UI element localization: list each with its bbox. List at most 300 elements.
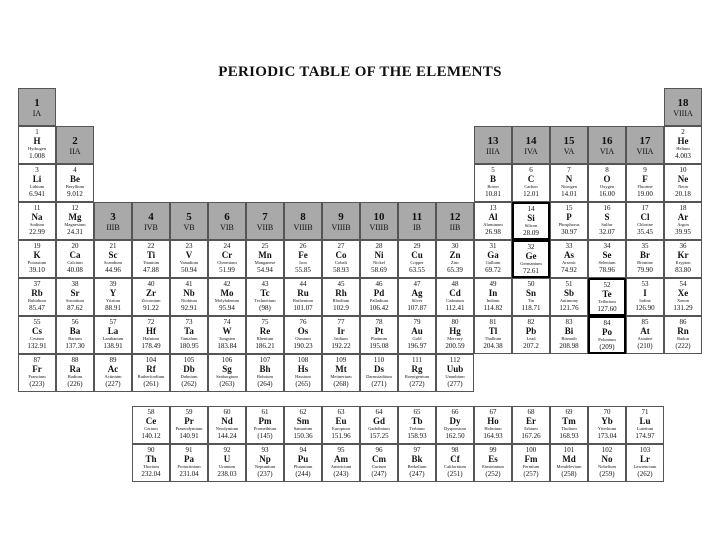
atomic-number: 43 <box>261 280 269 288</box>
element-cell-al <box>474 202 512 240</box>
atomic-mass: (265) <box>295 379 311 388</box>
element-name: Neon <box>678 184 688 189</box>
atomic-number: 112 <box>449 356 461 364</box>
element-cell-sn <box>512 278 550 316</box>
element-symbol: Tl <box>488 326 498 336</box>
element-name: Xenon <box>677 298 689 303</box>
atomic-mass: (271) <box>371 379 387 388</box>
element-name: Bromine <box>637 260 653 265</box>
element-symbol: Ir <box>337 326 345 336</box>
element-name: Europium <box>332 426 350 431</box>
element-cell-sm <box>284 406 322 444</box>
element-symbol: La <box>107 326 119 336</box>
element-symbol: Zn <box>449 250 461 260</box>
atomic-number: 52 <box>603 281 611 289</box>
element-name: Zirconium <box>141 298 161 303</box>
element-symbol: F <box>642 174 648 184</box>
atomic-mass: 50.94 <box>181 265 197 274</box>
element-cell-am <box>322 444 360 482</box>
element-cell-ac <box>94 354 132 392</box>
atomic-mass: (251) <box>447 469 463 478</box>
atomic-mass: 150.36 <box>293 431 313 440</box>
element-name: Neodymium <box>215 426 239 431</box>
element-cell-in <box>474 278 512 316</box>
group-header-2 <box>56 126 94 164</box>
element-name: Gallium <box>485 260 501 265</box>
atomic-mass: (222) <box>675 341 691 350</box>
element-cell-i <box>626 278 664 316</box>
element-name: Bismuth <box>561 336 577 341</box>
element-symbol: Mg <box>68 212 82 222</box>
element-cell-ce <box>132 406 170 444</box>
atomic-number: 80 <box>451 318 459 326</box>
atomic-mass: (263) <box>219 379 235 388</box>
element-symbol: Hf <box>146 326 156 336</box>
atomic-number: 9 <box>643 166 647 174</box>
element-cell-rh <box>322 278 360 316</box>
element-symbol: Cd <box>449 288 461 298</box>
element-cell-cu <box>398 240 436 278</box>
group-header-3 <box>94 202 132 240</box>
element-name: Beryllium <box>65 184 85 189</box>
atomic-mass: (261) <box>143 379 159 388</box>
element-name: Aluminum <box>483 222 503 227</box>
atomic-mass: 232.04 <box>141 469 161 478</box>
element-symbol: Db <box>183 364 195 374</box>
element-symbol: Re <box>259 326 271 336</box>
element-symbol: Ds <box>373 364 384 374</box>
atomic-mass: 92.91 <box>181 303 197 312</box>
element-name: Fluorine <box>637 184 653 189</box>
group-number: 1 <box>34 97 40 109</box>
element-symbol: Nb <box>183 288 195 298</box>
atomic-mass: (223) <box>29 379 45 388</box>
atomic-mass: 162.50 <box>445 431 465 440</box>
element-cell-na <box>18 202 56 240</box>
element-name: Thulium <box>561 426 577 431</box>
element-symbol: Fe <box>298 250 308 260</box>
element-cell-tl <box>474 316 512 354</box>
element-name: Yttrium <box>105 298 121 303</box>
atomic-number: 88 <box>71 356 79 364</box>
atomic-mass: (98) <box>259 303 271 312</box>
atomic-mass: 183.84 <box>217 341 237 350</box>
element-symbol: Bh <box>259 364 271 374</box>
atomic-mass: 208.98 <box>559 341 579 350</box>
element-cell-la <box>94 316 132 354</box>
element-cell-cr <box>208 240 246 278</box>
element-cell-n <box>550 164 588 202</box>
group-roman: IA <box>32 108 42 118</box>
atomic-number: 20 <box>71 242 79 250</box>
group-roman: VIIIA <box>673 108 693 118</box>
element-cell-se <box>588 240 626 278</box>
element-cell-kr <box>664 240 702 278</box>
element-name: Plutonium <box>293 464 313 469</box>
atomic-mass: 26.98 <box>485 227 501 236</box>
element-cell-gd <box>360 406 398 444</box>
element-name: Tungsten <box>218 336 236 341</box>
element-symbol: Pa <box>184 454 194 464</box>
atomic-number: 83 <box>565 318 573 326</box>
element-symbol: Xe <box>677 288 689 298</box>
element-cell-v <box>170 240 208 278</box>
element-name: Lutetium <box>636 426 654 431</box>
element-cell-th <box>132 444 170 482</box>
element-symbol: Md <box>562 454 576 464</box>
group-header-7 <box>246 202 284 240</box>
element-symbol: Ba <box>69 326 81 336</box>
group-number: 3 <box>110 211 116 223</box>
atomic-number: 93 <box>261 446 269 454</box>
atomic-number: 50 <box>527 280 535 288</box>
group-number: 10 <box>373 211 385 223</box>
element-name: Nobelium <box>598 464 616 469</box>
element-symbol: Te <box>602 289 612 299</box>
element-symbol: Nd <box>221 416 233 426</box>
atomic-number: 36 <box>679 242 687 250</box>
atomic-mass: (244) <box>295 469 311 478</box>
atomic-number: 41 <box>185 280 193 288</box>
element-cell-pd <box>360 278 398 316</box>
element-symbol: Hg <box>449 326 461 336</box>
element-name: Thallium <box>484 336 502 341</box>
atomic-number: 3 <box>35 166 39 174</box>
group-number: 13 <box>487 135 499 147</box>
element-cell-at <box>626 316 664 354</box>
group-number: 17 <box>639 135 651 147</box>
element-symbol: Sg <box>222 364 232 374</box>
element-cell-cl <box>626 202 664 240</box>
element-name: Rutherfordium <box>137 374 165 379</box>
atomic-mass: 83.80 <box>675 265 691 274</box>
group-number: 11 <box>411 211 423 223</box>
element-symbol: P <box>566 212 572 222</box>
element-cell-s <box>588 202 626 240</box>
element-name: Rubidium <box>27 298 46 303</box>
element-cell-md <box>550 444 588 482</box>
group-roman: VIIIB <box>293 222 313 232</box>
element-symbol: Al <box>488 212 498 222</box>
element-cell-bh <box>246 354 284 392</box>
atomic-number: 74 <box>223 318 231 326</box>
group-number: 5 <box>186 211 192 223</box>
element-name: Iridium <box>334 336 348 341</box>
element-symbol: O <box>603 174 611 184</box>
atomic-number: 90 <box>147 446 155 454</box>
atomic-number: 35 <box>641 242 649 250</box>
element-cell-xe <box>664 278 702 316</box>
atomic-number: 89 <box>109 356 117 364</box>
element-name: Roentgenium <box>404 374 430 379</box>
element-name: Polonium <box>598 337 616 342</box>
atomic-number: 63 <box>337 408 345 416</box>
atomic-number: 18 <box>679 204 687 212</box>
element-cell-pr <box>170 406 208 444</box>
element-name: Bohrium <box>256 374 273 379</box>
element-symbol: Zr <box>146 288 156 298</box>
atomic-mass: 85.47 <box>29 303 45 312</box>
element-cell-yb <box>588 406 626 444</box>
element-cell-si <box>512 202 550 240</box>
group-header-11 <box>398 202 436 240</box>
element-symbol: W <box>222 326 232 336</box>
atomic-number: 62 <box>299 408 307 416</box>
atomic-mass: 72.61 <box>523 266 539 275</box>
atomic-mass: (227) <box>105 379 121 388</box>
atomic-number: 42 <box>223 280 231 288</box>
element-name: Gold <box>412 336 422 341</box>
atomic-mass: 58.69 <box>371 265 387 274</box>
atomic-number: 49 <box>489 280 497 288</box>
element-symbol: I <box>643 288 647 298</box>
element-cell-nd <box>208 406 246 444</box>
atomic-number: 65 <box>413 408 421 416</box>
element-name: Chlorine <box>637 222 653 227</box>
element-cell-eu <box>322 406 360 444</box>
element-name: Gadolinium <box>368 426 390 431</box>
atomic-number: 59 <box>185 408 193 416</box>
element-cell-lu <box>626 406 664 444</box>
atomic-number: 111 <box>412 356 422 364</box>
group-roman: VIIB <box>256 222 274 232</box>
element-symbol: Ce <box>145 416 157 426</box>
group-header-18 <box>664 88 702 126</box>
atomic-number: 76 <box>299 318 307 326</box>
atomic-mass: 65.39 <box>447 265 463 274</box>
element-cell-er <box>512 406 550 444</box>
atomic-number: 47 <box>413 280 421 288</box>
element-name: Californium <box>444 464 466 469</box>
group-roman: IIB <box>449 222 461 232</box>
element-name: Neptunium <box>254 464 276 469</box>
atomic-number: 21 <box>109 242 117 250</box>
atomic-number: 72 <box>147 318 155 326</box>
element-symbol: Uub <box>446 364 464 374</box>
atomic-mass: (209) <box>599 342 615 351</box>
element-symbol: Cl <box>640 212 650 222</box>
atomic-mass: (243) <box>333 469 349 478</box>
element-name: Strontium <box>65 298 84 303</box>
element-name: Osmium <box>295 336 311 341</box>
atomic-number: 40 <box>147 280 155 288</box>
atomic-number: 39 <box>109 280 117 288</box>
atomic-number: 30 <box>451 242 459 250</box>
atomic-number: 79 <box>413 318 421 326</box>
element-cell-u <box>208 444 246 482</box>
element-cell-bk <box>398 444 436 482</box>
atomic-number: 38 <box>71 280 79 288</box>
element-cell-fe <box>284 240 322 278</box>
element-cell-ni <box>360 240 398 278</box>
atomic-mass: 231.04 <box>179 469 199 478</box>
group-header-17 <box>626 126 664 164</box>
element-symbol: K <box>33 250 41 260</box>
group-roman: VA <box>563 146 575 156</box>
element-symbol: Ta <box>184 326 194 336</box>
element-cell-cm <box>360 444 398 482</box>
atomic-number: 37 <box>33 280 41 288</box>
element-symbol: Ne <box>677 174 689 184</box>
atomic-number: 32 <box>527 243 535 251</box>
element-symbol: Mt <box>335 364 347 374</box>
group-header-4 <box>132 202 170 240</box>
element-symbol: Sb <box>563 288 574 298</box>
atomic-number: 34 <box>603 242 611 250</box>
atomic-mass: (226) <box>67 379 83 388</box>
element-name: Francium <box>28 374 46 379</box>
group-header-14 <box>512 126 550 164</box>
element-cell-rf <box>132 354 170 392</box>
atomic-number: 60 <box>223 408 231 416</box>
atomic-mass: 207.2 <box>523 341 539 350</box>
element-symbol: Dy <box>449 416 461 426</box>
group-roman: VB <box>183 222 195 232</box>
atomic-mass: 20.18 <box>675 189 691 198</box>
element-name: Oxygen <box>599 184 615 189</box>
element-cell-mg <box>56 202 94 240</box>
element-name: Helium <box>676 146 690 151</box>
element-name: Silicon <box>524 223 538 228</box>
element-cell-lr <box>626 444 664 482</box>
atomic-mass: 190.23 <box>293 341 313 350</box>
atomic-mass: 40.08 <box>67 265 83 274</box>
atomic-number: 23 <box>185 242 193 250</box>
atomic-number: 22 <box>147 242 155 250</box>
element-name: Arsenic <box>562 260 576 265</box>
element-symbol: Rg <box>411 364 423 374</box>
atomic-number: 67 <box>489 408 497 416</box>
atomic-mass: 44.96 <box>105 265 121 274</box>
atomic-number: 101 <box>563 446 575 454</box>
element-cell-bi <box>550 316 588 354</box>
element-cell-ra <box>56 354 94 392</box>
element-symbol: Ru <box>297 288 309 298</box>
atomic-number: 45 <box>337 280 345 288</box>
element-symbol: Fm <box>524 454 538 464</box>
atomic-mass: 178.49 <box>141 341 161 350</box>
element-symbol: Po <box>602 327 612 337</box>
atomic-mass: 138.91 <box>103 341 123 350</box>
atomic-mass: 102.9 <box>333 303 349 312</box>
element-symbol: Pd <box>373 288 385 298</box>
element-cell-cf <box>436 444 474 482</box>
element-symbol: Bk <box>411 454 423 464</box>
element-name: Lawrencium <box>633 464 657 469</box>
element-symbol: Rn <box>677 326 689 336</box>
element-symbol: Sm <box>296 416 310 426</box>
atomic-mass: 121.76 <box>559 303 579 312</box>
atomic-mass: 47.88 <box>143 265 159 274</box>
element-symbol: Rf <box>146 364 156 374</box>
atomic-number: 110 <box>373 356 385 364</box>
atomic-number: 107 <box>259 356 271 364</box>
element-name: Promethium <box>253 426 277 431</box>
element-cell-os <box>284 316 322 354</box>
atomic-number: 98 <box>451 446 459 454</box>
group-header-5 <box>170 202 208 240</box>
atomic-number: 109 <box>335 356 347 364</box>
element-cell-rn <box>664 316 702 354</box>
element-cell-db <box>170 354 208 392</box>
element-name: Argon <box>677 222 689 227</box>
atomic-mass: 58.93 <box>333 265 349 274</box>
element-cell-ne <box>664 164 702 202</box>
atomic-number: 46 <box>375 280 383 288</box>
element-symbol: Y <box>109 288 117 298</box>
element-symbol: Eu <box>335 416 347 426</box>
element-cell-br <box>626 240 664 278</box>
element-name: Cesium <box>30 336 44 341</box>
element-cell-es <box>474 444 512 482</box>
element-cell-tc <box>246 278 284 316</box>
element-symbol: Ho <box>487 416 499 426</box>
atomic-number: 19 <box>33 242 41 250</box>
element-name: Scandium <box>104 260 122 265</box>
element-cell-rg <box>398 354 436 392</box>
element-name: Terbium <box>409 426 425 431</box>
element-cell-p <box>550 202 588 240</box>
element-cell-ca <box>56 240 94 278</box>
element-symbol: Mo <box>220 288 234 298</box>
element-symbol: Se <box>602 250 612 260</box>
atomic-number: 69 <box>565 408 573 416</box>
element-symbol: Ni <box>374 250 384 260</box>
element-symbol: Cu <box>411 250 423 260</box>
atomic-mass: 63.55 <box>409 265 425 274</box>
element-name: Molybdenum <box>214 298 240 303</box>
atomic-number: 27 <box>337 242 345 250</box>
atomic-number: 78 <box>375 318 383 326</box>
group-number: 2 <box>72 135 78 147</box>
element-name: Iron <box>299 260 307 265</box>
atomic-mass: 127.60 <box>597 304 617 313</box>
element-name: Praseodymium <box>175 426 203 431</box>
element-name: Selenium <box>598 260 616 265</box>
group-header-13 <box>474 126 512 164</box>
atomic-mass: 10.81 <box>485 189 501 198</box>
element-cell-pa <box>170 444 208 482</box>
group-roman: IVA <box>524 146 538 156</box>
element-symbol: Si <box>527 213 535 223</box>
element-symbol: Ag <box>411 288 423 298</box>
element-name: Berkelium <box>407 464 427 469</box>
atomic-number: 96 <box>375 446 383 454</box>
atomic-mass: 74.92 <box>561 265 577 274</box>
atomic-mass: 4.003 <box>675 151 691 160</box>
atomic-mass: 173.04 <box>597 431 617 440</box>
atomic-number: 85 <box>641 318 649 326</box>
atomic-mass: (262) <box>181 379 197 388</box>
element-symbol: Kr <box>677 250 689 260</box>
element-name: Hydrogen <box>28 146 46 151</box>
group-number: 16 <box>601 135 613 147</box>
atomic-number: 102 <box>601 446 613 454</box>
atomic-number: 54 <box>679 280 687 288</box>
atomic-mass: (247) <box>409 469 425 478</box>
element-name: Erbium <box>524 426 538 431</box>
atomic-number: 55 <box>33 318 41 326</box>
element-name: Palladium <box>369 298 389 303</box>
atomic-mass: 168.93 <box>559 431 579 440</box>
atomic-mass: 151.96 <box>331 431 351 440</box>
atomic-number: 108 <box>297 356 309 364</box>
atomic-number: 14 <box>527 205 535 213</box>
element-symbol: C <box>527 174 535 184</box>
group-number: 15 <box>563 135 575 147</box>
atomic-mass: 106.42 <box>369 303 389 312</box>
group-header-9 <box>322 202 360 240</box>
